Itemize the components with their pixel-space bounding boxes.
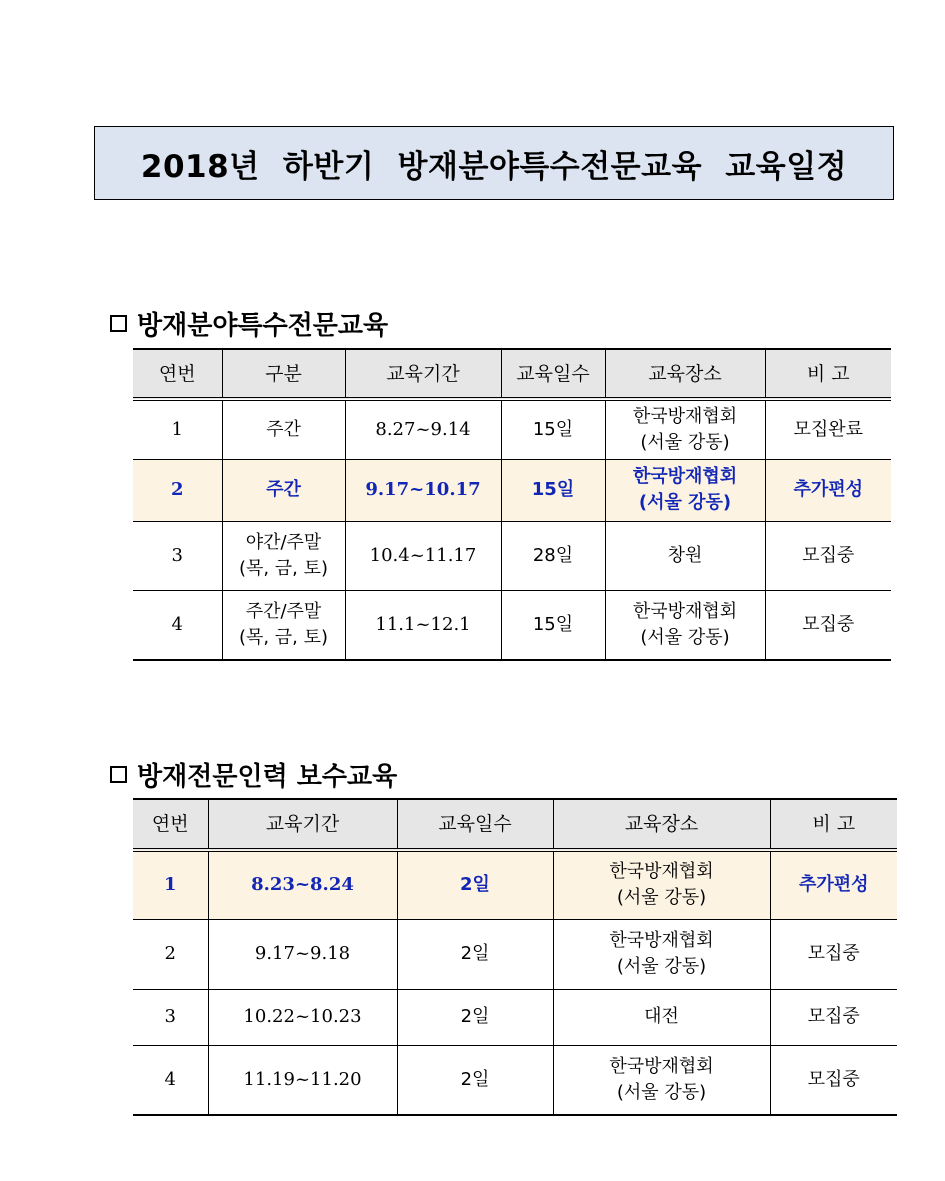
course-place: 한국방재협회 (서울 강동) xyxy=(553,850,770,919)
course-days: 15일 xyxy=(501,399,605,459)
course-note: 모집중 xyxy=(770,989,897,1045)
table-row xyxy=(133,521,891,590)
row-number: 3 xyxy=(133,521,222,590)
course-note: 추가편성 xyxy=(770,850,897,919)
table-row xyxy=(133,919,897,989)
table-row xyxy=(133,989,897,1045)
row-number: 1 xyxy=(133,850,208,919)
row-number: 2 xyxy=(133,459,222,521)
course-note: 모집중 xyxy=(770,1045,897,1115)
section2-title: 방재전문인력 보수교육 xyxy=(137,762,398,792)
course-period: 10.4~11.17 xyxy=(345,521,501,590)
table-header-row xyxy=(133,349,891,399)
course-type: 주간 xyxy=(222,399,345,459)
course-period: 10.22~10.23 xyxy=(208,989,397,1045)
header-cell: 비 고 xyxy=(770,799,897,850)
section1-heading xyxy=(110,305,388,342)
header-cell: 연번 xyxy=(133,799,208,850)
section2-heading xyxy=(110,756,397,793)
course-place: 한국방재협회 (서울 강동) xyxy=(553,1045,770,1115)
header-cell: 교육기간 xyxy=(345,349,501,399)
row-number: 4 xyxy=(133,590,222,660)
refresher-schedule-table xyxy=(133,798,897,1116)
row-number: 1 xyxy=(133,399,222,459)
course-days: 2일 xyxy=(397,919,553,989)
course-days: 2일 xyxy=(397,850,553,919)
course-period: 11.19~11.20 xyxy=(208,1045,397,1115)
course-period: 8.23~8.24 xyxy=(208,850,397,919)
table-row xyxy=(133,590,891,660)
course-period: 9.17~9.18 xyxy=(208,919,397,989)
course-days: 15일 xyxy=(501,459,605,521)
course-place: 한국방재협회 (서울 강동) xyxy=(605,590,765,660)
header-cell: 교육기간 xyxy=(208,799,397,850)
course-note: 추가편성 xyxy=(765,459,891,521)
section1-title: 방재분야특수전문교육 xyxy=(137,311,389,341)
course-period: 9.17~10.17 xyxy=(345,459,501,521)
table-row xyxy=(133,399,891,459)
course-place: 한국방재협회 (서울 강동) xyxy=(605,399,765,459)
course-type: 야간/주말 (목, 금, 토) xyxy=(222,521,345,590)
header-cell: 교육장소 xyxy=(605,349,765,399)
course-note: 모집중 xyxy=(765,590,891,660)
page-title: 2018년 하반기 방재분야특수전문교육 교육일정 xyxy=(140,148,848,185)
course-place: 한국방재협회 (서울 강동) xyxy=(553,919,770,989)
table-row xyxy=(133,1045,897,1115)
course-days: 2일 xyxy=(397,1045,553,1115)
table-header-row xyxy=(133,799,897,850)
course-type: 주간/주말 (목, 금, 토) xyxy=(222,590,345,660)
header-cell: 교육장소 xyxy=(553,799,770,850)
checkbox-square-icon xyxy=(110,766,127,783)
course-type: 주간 xyxy=(222,459,345,521)
title-banner xyxy=(94,126,894,200)
course-days: 2일 xyxy=(397,989,553,1045)
table-row-highlighted xyxy=(133,459,891,521)
row-number: 2 xyxy=(133,919,208,989)
course-note: 모집중 xyxy=(770,919,897,989)
header-cell: 교육일수 xyxy=(501,349,605,399)
row-number: 3 xyxy=(133,989,208,1045)
header-cell: 비 고 xyxy=(765,349,891,399)
table-row-highlighted xyxy=(133,850,897,919)
course-days: 28일 xyxy=(501,521,605,590)
course-place: 한국방재협회 (서울 강동) xyxy=(605,459,765,521)
row-number: 4 xyxy=(133,1045,208,1115)
header-cell: 구분 xyxy=(222,349,345,399)
header-cell: 연번 xyxy=(133,349,222,399)
course-days: 15일 xyxy=(501,590,605,660)
course-note: 모집중 xyxy=(765,521,891,590)
checkbox-square-icon xyxy=(110,315,127,332)
education-schedule-table xyxy=(133,348,891,661)
header-cell: 교육일수 xyxy=(397,799,553,850)
course-period: 8.27~9.14 xyxy=(345,399,501,459)
course-period: 11.1~12.1 xyxy=(345,590,501,660)
course-place: 창원 xyxy=(605,521,765,590)
course-place: 대전 xyxy=(553,989,770,1045)
course-note: 모집완료 xyxy=(765,399,891,459)
